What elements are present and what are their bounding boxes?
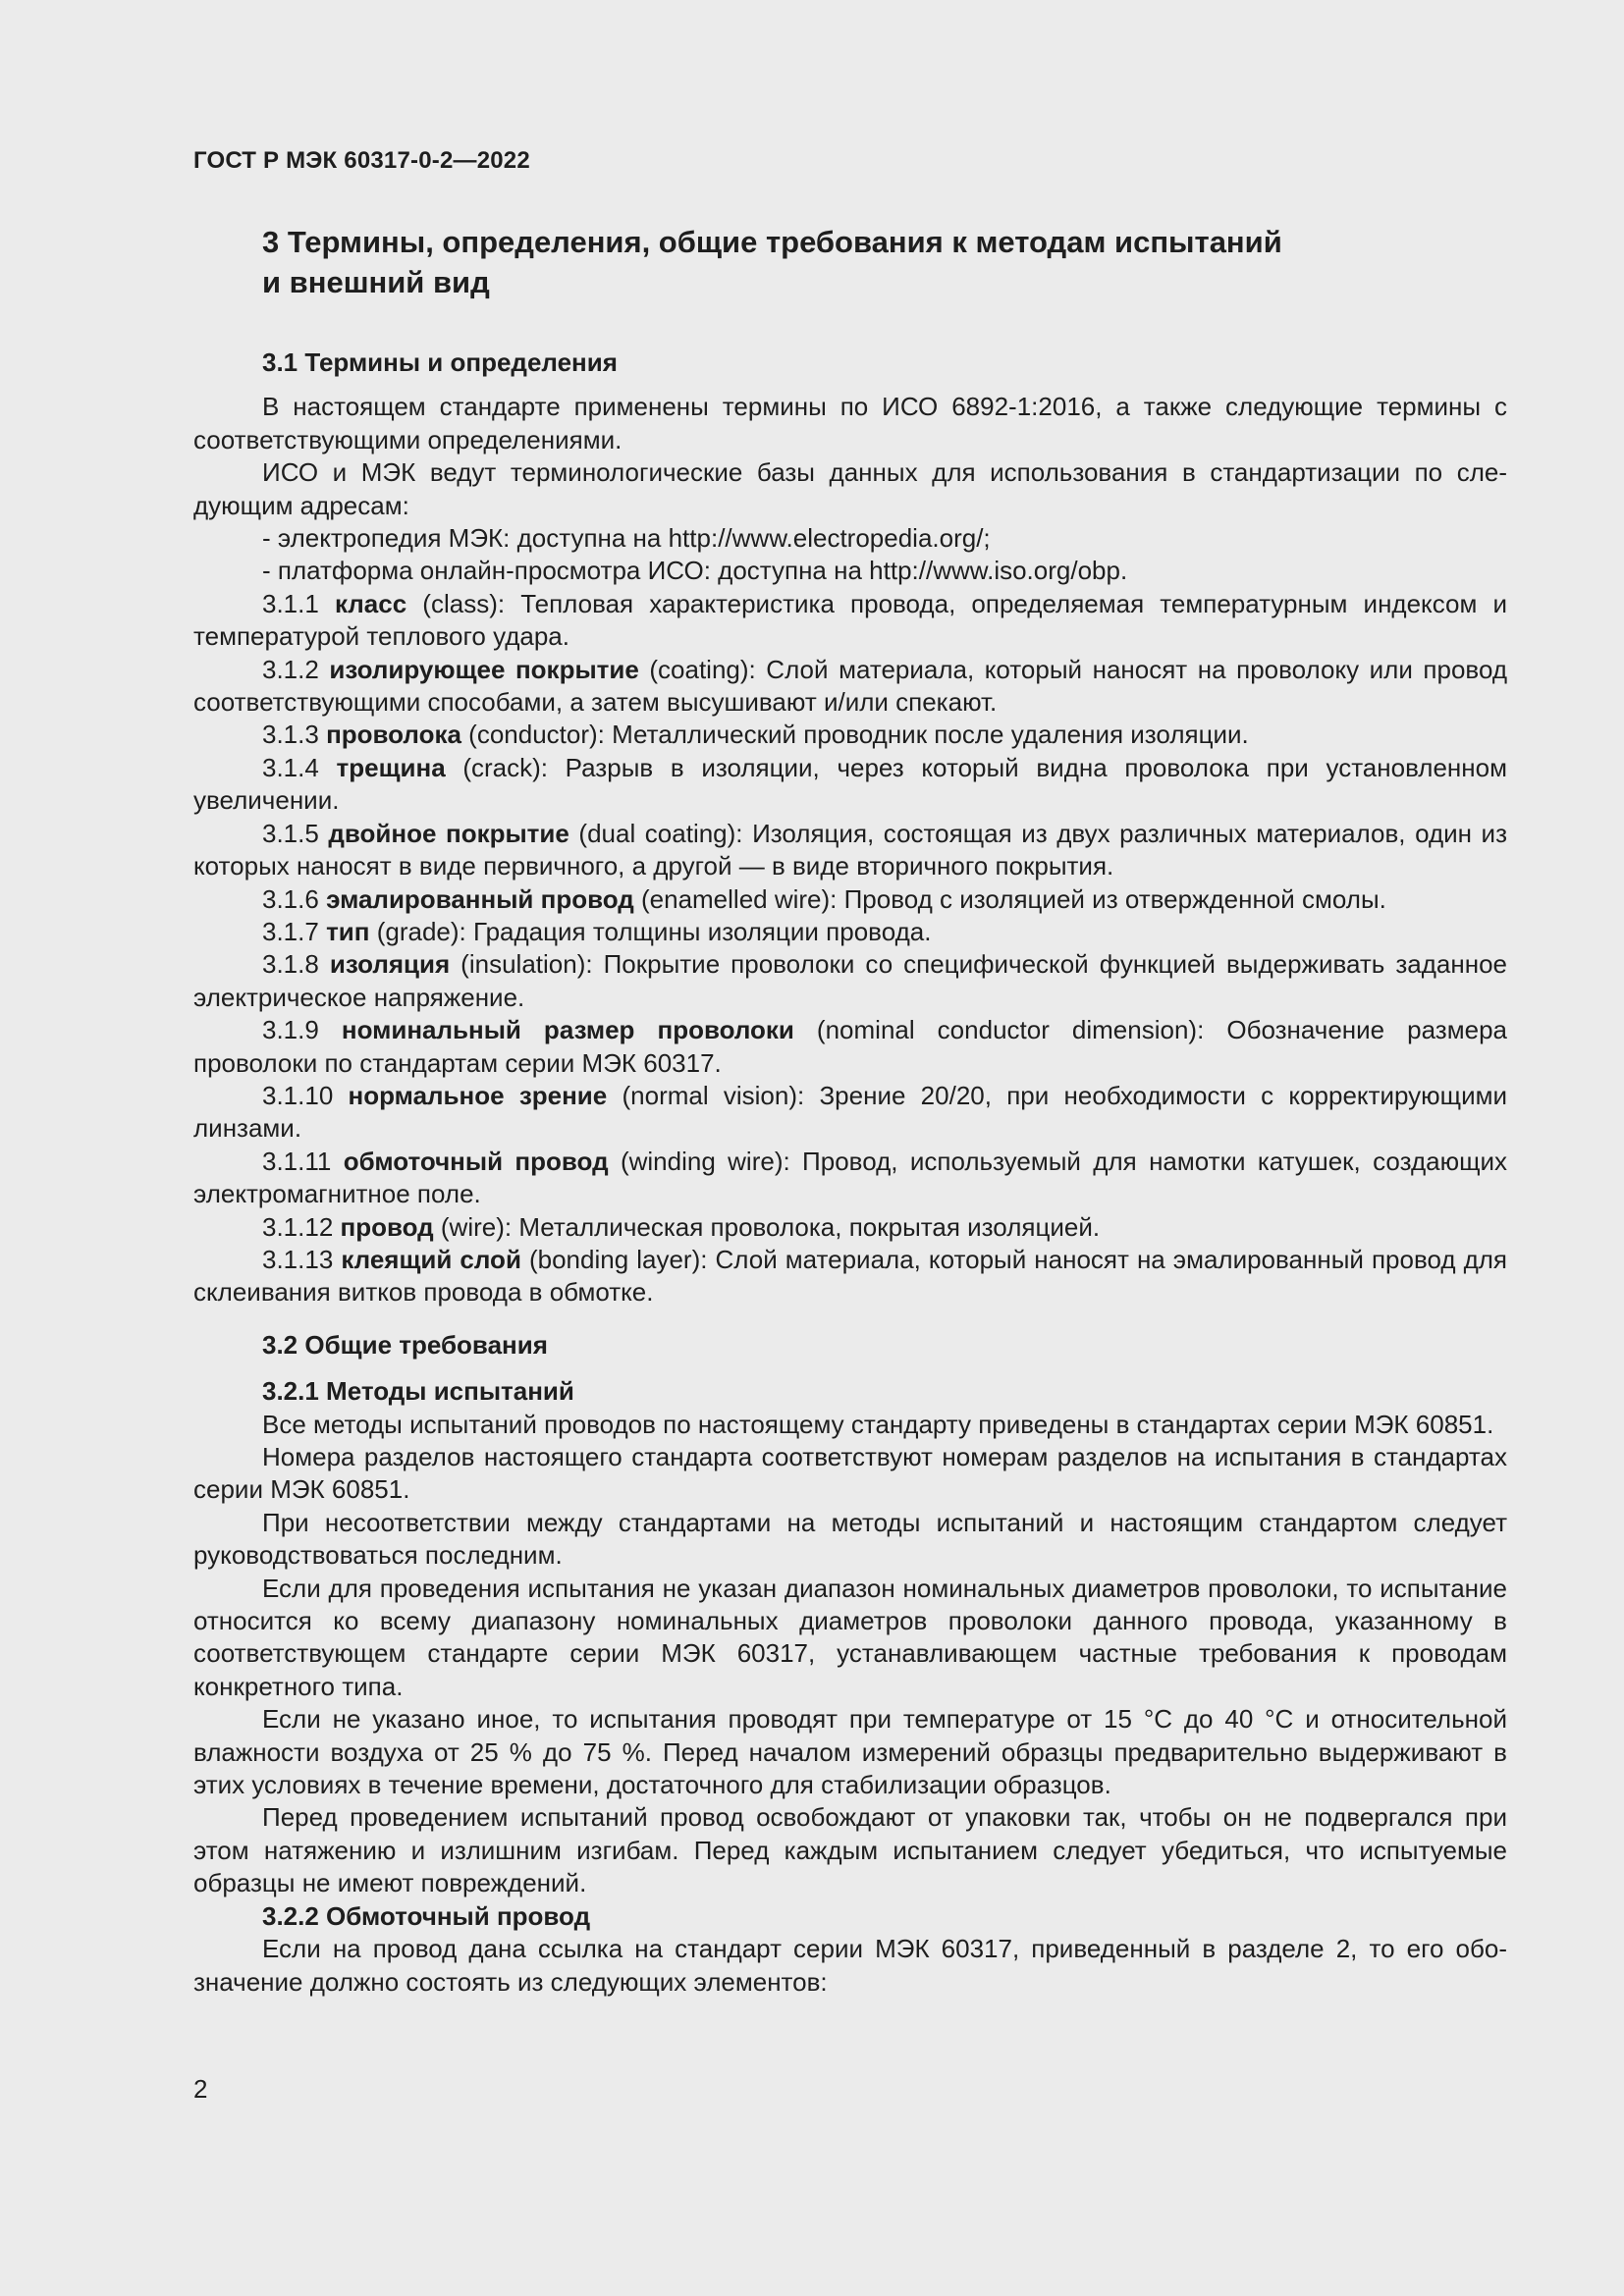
term-name: нормальное зрение <box>348 1080 608 1110</box>
term-3-1-11 <box>193 1146 1507 1211</box>
term-name: провод <box>340 1211 434 1242</box>
section-3-1-title: 3.1 Термины и определения <box>262 347 618 377</box>
term-definition: (class): Тепловая характеристика провода, определяемая температурным индексом и температурой теплового удара. <box>193 588 1507 652</box>
term-3-1-6 <box>193 883 1507 916</box>
list-item: - электропедия МЭК: доступна на http://www.electropedia.org/; <box>262 523 991 554</box>
term-3-1-13 <box>193 1244 1507 1309</box>
term-definition: (conductor): Металлический проводник после удаления изоляции. <box>460 720 1249 750</box>
section-3-title-line1: 3 Термины, определения, общие требования к методам испытаний <box>262 225 1282 259</box>
term-number: 3.1.5 <box>262 818 329 848</box>
page-content <box>193 222 1507 1999</box>
paragraph-intro: В настоящем стандарте применены термины по ИСО 6892-1:2016, а также следующие термины с соответствующими определениями. <box>193 392 1507 454</box>
term-name: изолирующее покрытие <box>329 654 639 684</box>
term-number: 3.1.8 <box>262 949 330 980</box>
term-3-1-12 <box>193 1211 1507 1244</box>
term-number: 3.1.4 <box>262 752 337 782</box>
term-number: 3.1.7 <box>262 916 327 946</box>
term-number: 3.1.12 <box>262 1211 341 1242</box>
document-header: ГОСТ Р МЭК 60317-0-2—2022 <box>193 147 530 174</box>
paragraph: Все методы испытаний проводов по настоящему стандарту приведены в стандартах серии МЭК 60851. <box>262 1409 1494 1439</box>
term-number: 3.1.6 <box>262 883 327 914</box>
term-name: класс <box>334 588 407 618</box>
term-definition: (dual coating): Изоляция, состоящая из двух различных материалов, один из которых наносят в виде первичного, а другой — в виде вторичного покрытия. <box>193 818 1508 881</box>
paragraph: Если для проведения испытания не указан диапазон номинальных диаметров проволоки, то испытание относится ко всему диапазону номинальных диаметров проволоки данного провода, указанному в соответствующем стандарте серии МЭК 60317, устанавливающем частные требования к проводам конкретного типа. <box>193 1573 1507 1701</box>
section-3-2-2-title: 3.2.2 Обмоточный провод <box>262 1900 591 1931</box>
term-name: двойное покрытие <box>328 818 569 848</box>
paragraph: Если не указано иное, то испытания проводят при температуре от 15 °С до 40 °С и относительной влажности воздуха от 25 % до 75 %. Перед началом измерений образцы предварительно выдерживают в этих условиях в течение времени, достаточного для стабилизации образцов. <box>193 1704 1507 1800</box>
term-name: эмалированный провод <box>326 883 634 914</box>
page-number: 2 <box>193 2074 208 2104</box>
term-name: тип <box>326 916 370 946</box>
paragraph: Если на провод дана ссылка на стандарт серии МЭК 60317, приведенный в разделе 2, то его обозначение должно состоять из следующих элементов: <box>193 1934 1507 1997</box>
section-3-2-1-title: 3.2.1 Методы испытаний <box>262 1376 574 1407</box>
paragraph: Номера разделов настоящего стандарта соответствуют номерам разделов на испытания в стандартах серии МЭК 60851. <box>193 1442 1507 1505</box>
paragraph: При несоответствии между стандартами на методы испытаний и настоящим стандартом следует руководствоваться последним. <box>193 1507 1507 1571</box>
section-3-title-line2: и внешний вид <box>262 265 490 299</box>
paragraph: Перед проведением испытаний провод освобождают от упаковки так, чтобы он не подвергался при этом натяжению и излишним изгибам. Перед каждым испытанием следует убедиться, что испытуемые образцы не имеют повреждений. <box>193 1802 1507 1898</box>
term-definition: (nominal conductor dimension): Обозначение размера проволоки по стандартам серии МЭК 60317. <box>193 1015 1507 1078</box>
term-3-1-10 <box>193 1080 1507 1146</box>
term-definition: (wire): Металлическая проволока, покрытая изоляцией. <box>433 1211 1101 1242</box>
term-3-1-7 <box>193 916 1507 948</box>
term-definition: (grade): Градация толщины изоляции провода. <box>369 916 932 946</box>
term-3-1-2 <box>193 654 1507 720</box>
term-definition: (bonding layer): Слой материала, который наносят на эмалированный провод для склеивания витков провода в обмотке. <box>193 1244 1508 1308</box>
term-3-1-1 <box>193 588 1507 654</box>
list-item: - платформа онлайн-просмотра ИСО: доступна на http://www.iso.org/obp. <box>262 556 1128 586</box>
section-3-title <box>262 222 1391 302</box>
term-name: обмоточный провод <box>343 1146 609 1176</box>
term-name: клеящий слой <box>341 1244 521 1274</box>
term-3-1-5 <box>193 818 1507 883</box>
term-number: 3.1.3 <box>262 720 327 750</box>
term-number: 3.1.11 <box>262 1146 344 1176</box>
term-number: 3.1.9 <box>262 1015 342 1045</box>
term-definition: (coating): Слой материала, который наносят на проволоку или провод соответствующими способами, а затем высушивают и/или спекают. <box>193 654 1508 718</box>
term-number: 3.1.2 <box>262 654 330 684</box>
term-definition: (insulation): Покрытие проволоки со специфической функцией выдерживать заданное электрическое напряжение. <box>193 949 1507 1012</box>
term-3-1-3 <box>193 719 1507 751</box>
term-definition: (normal vision): Зрение 20/20, при необходимости с корректирующими линзами. <box>193 1080 1507 1144</box>
term-definition: (enamelled wire): Провод с изоляцией из отвержденной смолы. <box>633 883 1386 914</box>
paragraph-db-intro: ИСО и МЭК ведут терминологические базы данных для использования в стандартизации по следующим адресам: <box>193 457 1507 520</box>
term-definition: (crack): Разрыв в изоляции, через который видна проволока при установленном увеличении. <box>193 752 1507 816</box>
section-3-2-title: 3.2 Общие требования <box>262 1329 548 1360</box>
term-name: трещина <box>336 752 446 782</box>
term-3-1-8 <box>193 948 1507 1014</box>
term-number: 3.1.13 <box>262 1244 342 1274</box>
term-3-1-4 <box>193 752 1507 818</box>
term-name: изоляция <box>329 949 451 980</box>
term-number: 3.1.10 <box>262 1080 349 1110</box>
term-name: номинальный размер проволоки <box>341 1015 794 1045</box>
term-name: проволока <box>326 720 461 750</box>
term-number: 3.1.1 <box>262 588 335 618</box>
term-definition: (winding wire): Провод, используемый для намотки катушек, создающих электромагнитное поле. <box>193 1146 1507 1209</box>
term-3-1-9 <box>193 1014 1507 1080</box>
